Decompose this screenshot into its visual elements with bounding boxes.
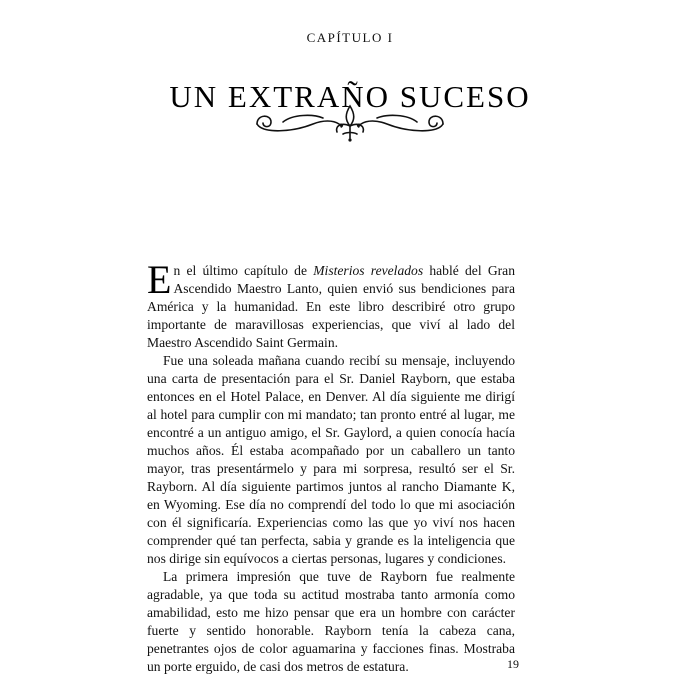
paragraph-2: Fue una soleada mañana cuando recibí su mensaje, incluyendo una carta de presentación para el Sr. Daniel Rayborn, que estaba entonces en el Hotel Palace, en Denver. Al día siguiente me dirigí al hotel para cumplir con mi mandato; tan pronto entré al lugar, me encontré a un antiguo amigo, el Sr. Gaylord, a quien conocía hacía muchos años. Él estaba acompañado por un caballero un tanto mayor, tras presentármelo y para mi sorpresa, resultó ser el Sr. Rayborn. Al día siguiente partimos juntos al rancho Diamante K, en Wyoming. Ese día no comprendí del todo lo que mi asociación con él significaría. Experiencias como las que yo viví nos hacen comprender qué tan perfecta, sabia y grande es la inteligencia que nos dirige sin equívocos a ciertas personas, lugares y condiciones.	[147, 353, 515, 566]
drop-cap: E	[147, 257, 172, 302]
paragraph-1-text-b: hablé del Gran Ascendido Maestro Lanto, quien envió sus bendiciones para América y la humanidad. En este libro describiré otro grupo importante de maravillosas experiencias, que viví al lado del Maestro Ascendido Saint Germain.	[147, 263, 515, 350]
paragraph-1	[147, 257, 515, 352]
flourish-divider-icon	[253, 100, 447, 144]
chapter-title: UN EXTRAÑO SUCESO	[169, 78, 531, 114]
body-text	[147, 257, 515, 676]
paragraph-3: La primera impresión que tuve de Rayborn fue realmente agradable, ya que toda su actitud mostraba tanto armonía como amabilidad, esto me hizo pensar que era un hombre con carácter fuerte y sentido honorable. Rayborn tenía la cabeza cana, penetrantes ojos de color aguamarina y facciones finas. Mostraba un porte erguido, de casi dos metros de estatura.	[147, 569, 515, 674]
book-title-emphasis: Misterios revelados	[313, 263, 424, 278]
page-number: 19	[507, 657, 519, 671]
chapter-label: CAPÍTULO I	[306, 30, 394, 45]
paragraph-1-text-a: n el último capítulo de	[173, 263, 314, 278]
